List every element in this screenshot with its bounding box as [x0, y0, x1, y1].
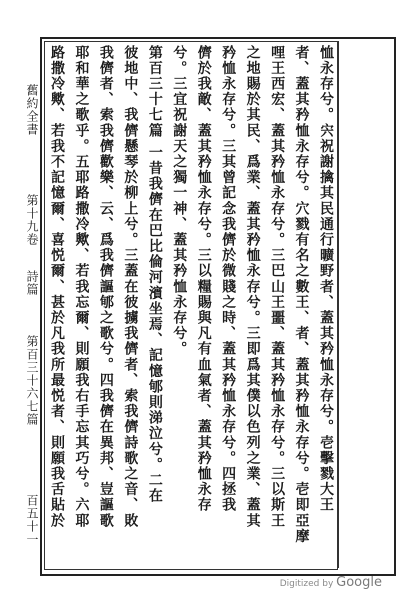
text-column: 兮。三宜祝謝天之獨一神、蓋其矜恤永存兮。 — [171, 45, 188, 357]
text-column: 儕於我敵、蓋其矜恤永存兮。三以糧賜與凡有血氣者、蓋其矜恤永存 — [195, 45, 212, 513]
page-number: 百五十一 — [25, 494, 39, 546]
text-column: 者、蓋其矜恤永存兮。穴戮有名之數王、者、蓋其矜恤永存兮。壱即亞摩 — [293, 45, 310, 545]
text-column: 恤永存兮。宍祝謝擒其民通行曠野者、蓋其矜恤永存兮。壱擊戮大王 — [317, 45, 334, 513]
watermark-prefix: Digitized by — [279, 579, 334, 589]
digitization-watermark — [280, 575, 382, 590]
margin-divider — [338, 41, 339, 568]
text-column: 哩王西宏、蓋其矜恤永存兮。三巴山王噩、蓋其矜恤永存兮。三以斯王 — [269, 45, 286, 529]
section-label: 詩篇 — [25, 270, 39, 296]
watermark-brand: Google — [336, 575, 382, 590]
text-column: 耶和華之歌乎。五耶路撒冷歟、若我忘爾、則願我右手忘其巧兮。六耶 — [73, 45, 90, 529]
text-column: 第百三十七篇 一昔我儕在巴比倫河濱坐焉、記憶郇則涕泣兮。二在 — [146, 45, 163, 504]
text-column: 彼地中、我儕懸琴於柳上兮。三蓋在彼擄我儕者、索我儕詩歌之音、敗 — [122, 45, 139, 529]
text-column: 我儕者、索我儕歡樂、云、爲我儕謳郇之歌兮。四我儕在異邦、豈謳歌 — [97, 45, 114, 529]
chapter-range: 第百三十六七篇 — [25, 334, 39, 426]
volume-label: 第十九卷 — [25, 194, 39, 246]
text-column: 矜恤永存兮。三其曾記念我儕於微賤之時、蓋其矜恤永存兮。四拯我 — [220, 45, 237, 513]
text-column: 路撒冷歟、若我不記憶爾、喜悦爾、甚於凡我所最悦者、則願我舌貼於 — [49, 45, 65, 529]
text-column: 之地賜於其民、爲業、蓋其矜恤永存兮。三即爲其僕以色列之業、蓋其 — [244, 45, 261, 529]
running-title: 舊約全書 — [25, 84, 39, 136]
text-columns — [48, 45, 334, 565]
